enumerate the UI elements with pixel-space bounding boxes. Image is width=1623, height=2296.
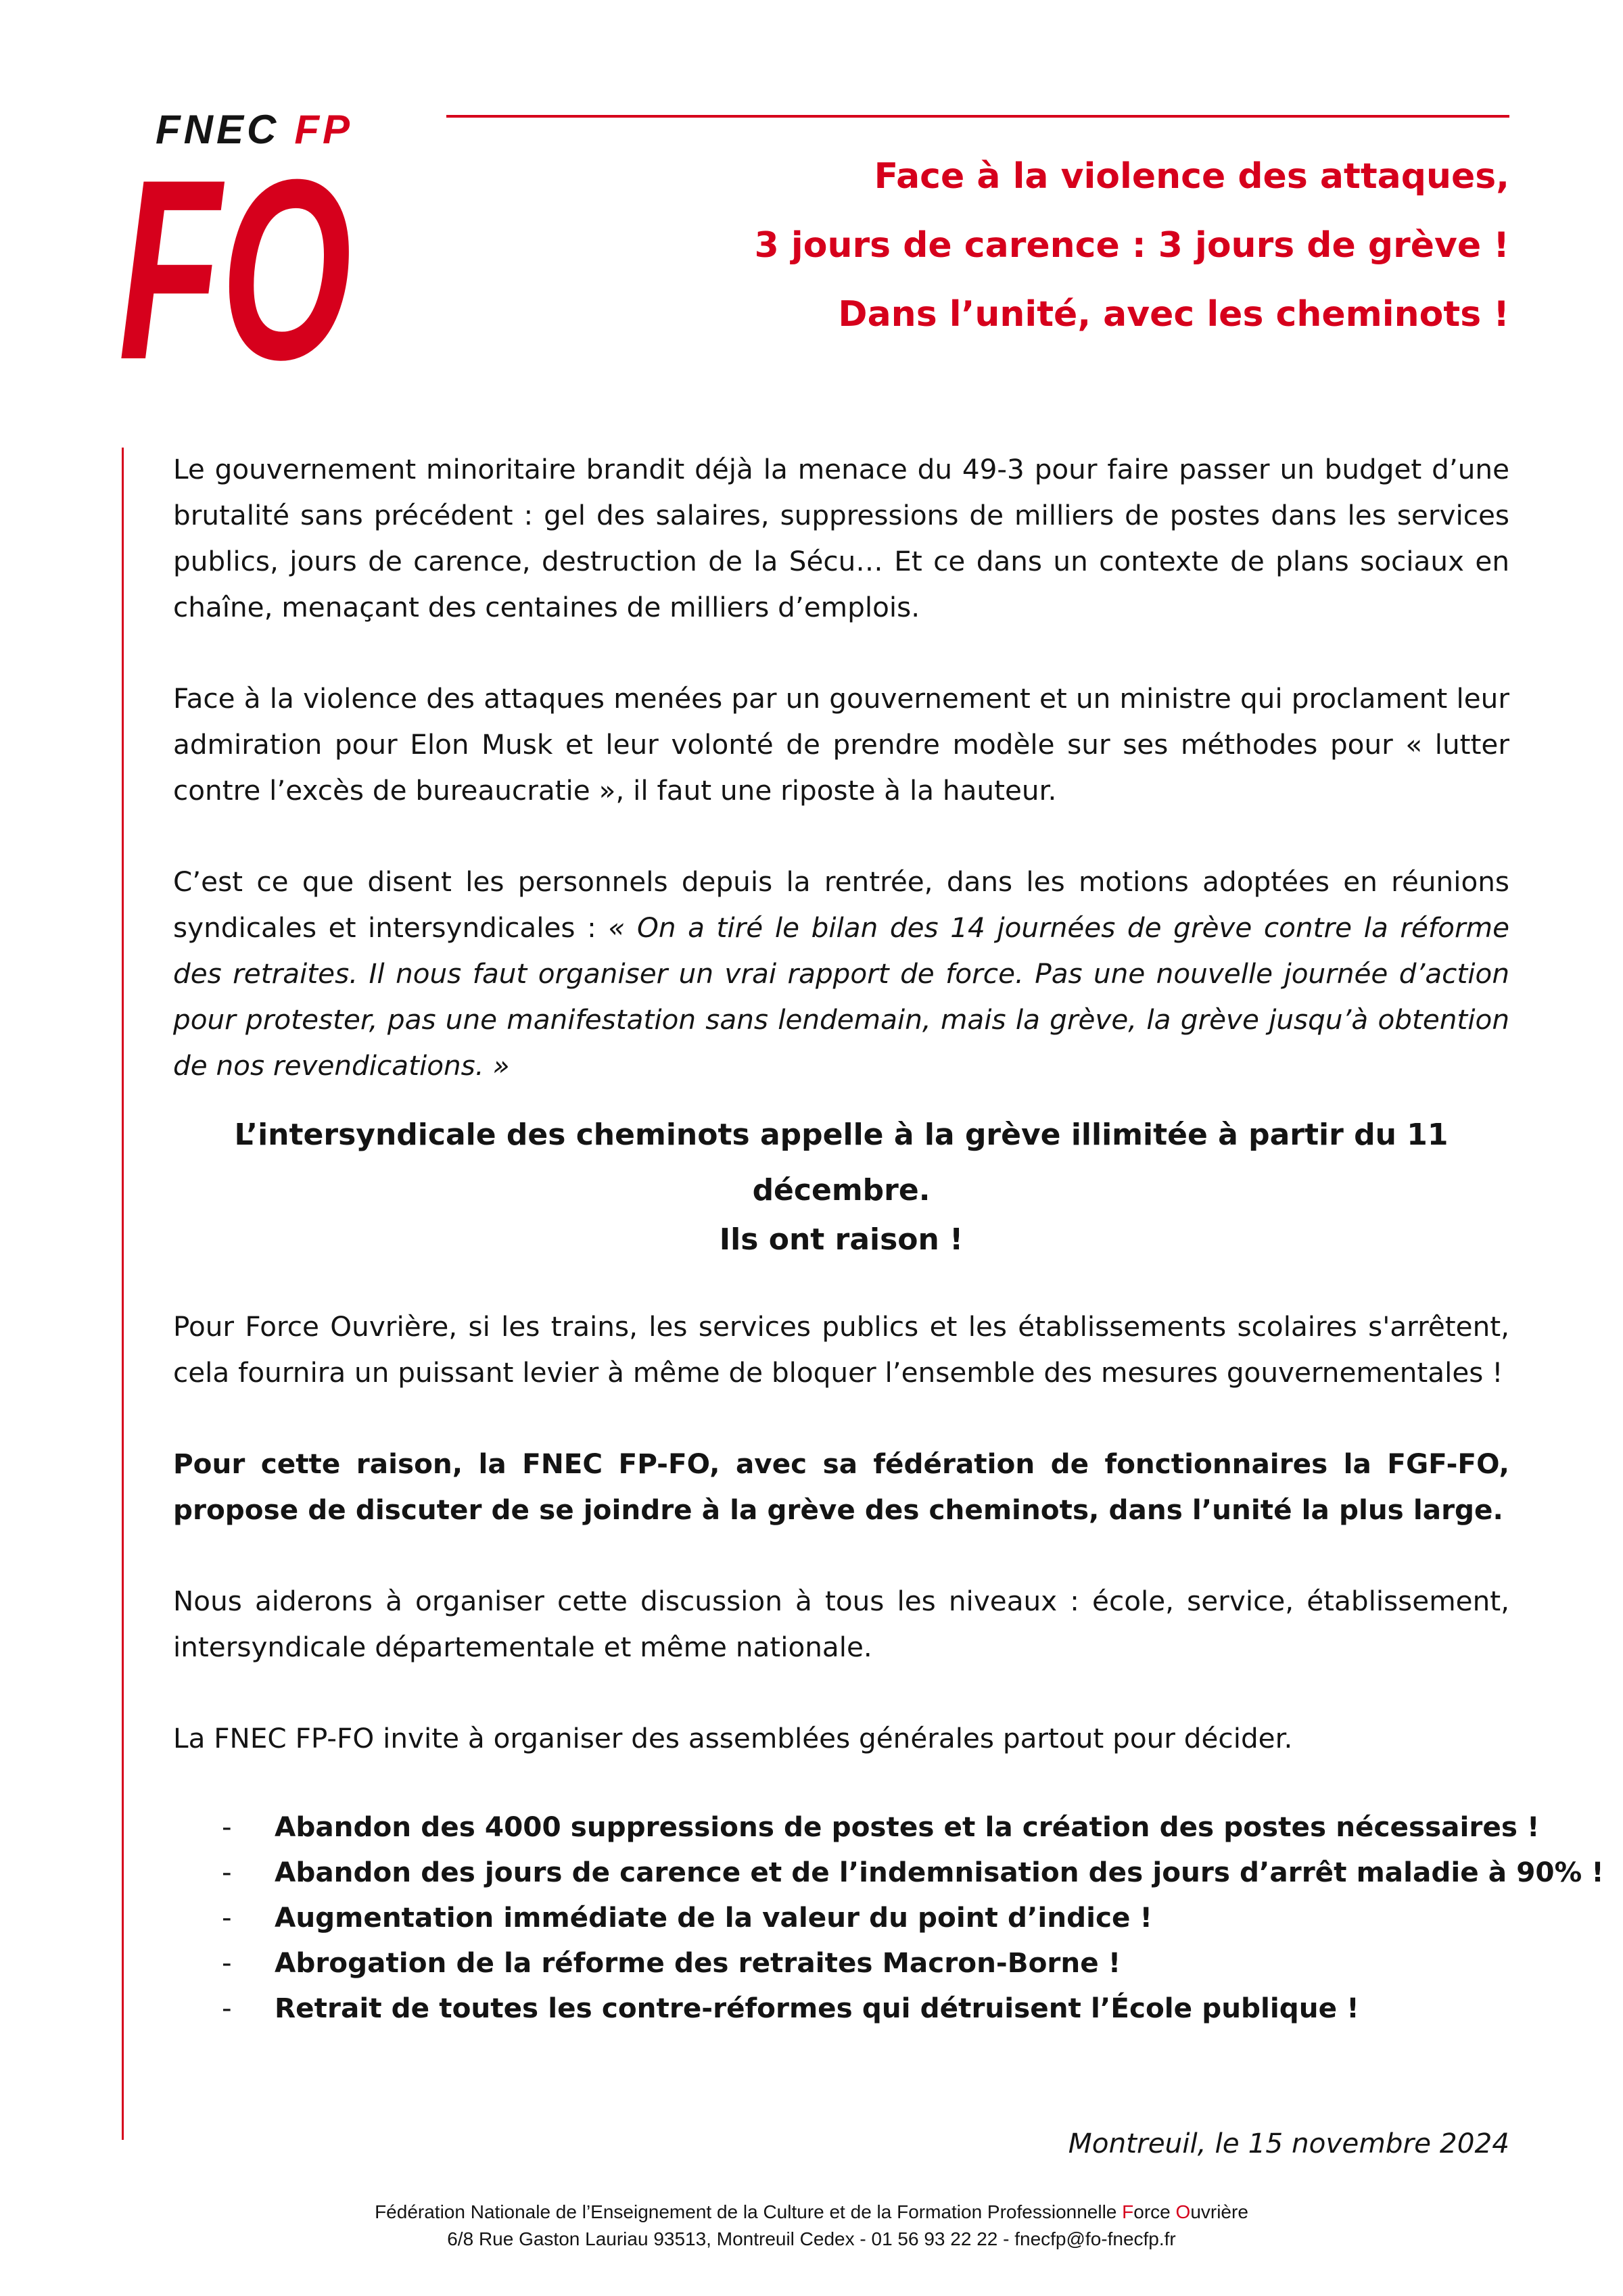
demands-list — [173, 1804, 1604, 2031]
header-rule — [446, 115, 1509, 118]
highlight-line-2: Ils ont raison ! — [719, 1222, 964, 1257]
list-item — [173, 1940, 1509, 1986]
demand-text: Abandon des 4000 suppressions de postes et la création des postes nécessaires ! — [275, 1811, 1540, 1843]
demand-text: Abandon des jours de carence et de l’indemnisation des jours d’arrêt maladie à 90% ! — [275, 1856, 1604, 1888]
signature-date: Montreuil, le 15 novembre 2024 — [1068, 2127, 1509, 2159]
list-item — [173, 1850, 1604, 1895]
footer-letter-f: F — [1122, 2201, 1134, 2222]
bullet-dash: - — [222, 1901, 232, 1934]
logo-fnec-text: FNEC — [156, 107, 280, 152]
paragraph-force-ouvriere: Pour Force Ouvrière, si les trains, les services publics et les établissements scolaires s'arrêtent, cela fournira un puissant levier à même de bloquer l’ensemble des mesures gouvernementales ! — [173, 1310, 1509, 1389]
bullet-dash: - — [222, 1946, 232, 1979]
headline-line-2: 3 jours de carence : 3 jours de grève ! — [754, 225, 1509, 266]
demand-text: Abrogation de la réforme des retraites Macron-Borne ! — [275, 1946, 1121, 1979]
list-item — [173, 1895, 1509, 1940]
motions-intro: C’est ce que disent les personnels depuis la rentrée, dans les motions adoptées en réunions syndicales et intersyndicales : — [173, 865, 1509, 944]
bullet-dash: - — [222, 1811, 232, 1843]
list-item — [173, 1986, 1509, 2031]
paragraph-motions — [173, 859, 1509, 1089]
footer — [0, 2199, 1623, 2253]
paragraph-riposte: Face à la violence des attaques menées par un gouvernement et un ministre qui proclament leur admiration pour Elon Musk et leur volonté de prendre modèle sur ses méthodes pour « lutter contre l’excès de bureaucratie », il faut une riposte à la hauteur. — [173, 682, 1509, 807]
highlight-statement — [173, 1107, 1509, 1262]
paragraph-assemblies: La FNEC FP-FO invite à organiser des assemblées générales partout pour décider. — [173, 1722, 1293, 1754]
fo-logo-mark — [118, 143, 365, 366]
highlight-line-1: L’intersyndicale des cheminots appelle à la grève illimitée à partir du 11 décembre. — [234, 1118, 1449, 1207]
footer-letter-o: O — [1175, 2201, 1191, 2222]
fnec-fp-fo-logo — [118, 108, 365, 365]
footer-address: 6/8 Rue Gaston Lauriau 93513, Montreuil Cedex - 01 56 93 22 22 - fnecfp@fo-fnecfp.fr — [447, 2228, 1176, 2249]
paragraph-budget: Le gouvernement minoritaire brandit déjà la menace du 49-3 pour faire passer un budget d’une brutalité sans précédent : gel des salaires, suppressions de milliers de postes dans les services publics, jours de carence, destruction de la Sécu… Et ce dans un contexte de plans sociaux en chaîne, menaçant des centaines de milliers d’emplois. — [173, 453, 1509, 623]
headline-line-3: Dans l’unité, avec les cheminots ! — [838, 294, 1509, 335]
logo-fp-text: FP — [294, 107, 354, 152]
list-item — [173, 1804, 1540, 1850]
footer-text: orce — [1133, 2201, 1176, 2222]
demand-text: Retrait de toutes les contre-réformes qui détruisent l’École publique ! — [275, 1992, 1359, 2024]
paragraph-discussion: Nous aiderons à organiser cette discussion à tous les niveaux : école, service, établissement, intersyndicale départementale et même nationale. — [173, 1585, 1509, 1663]
headline — [495, 142, 1509, 349]
footer-federation-name — [0, 2199, 1623, 2226]
motions-quote: « On a tiré le bilan des 14 journées de grève contre la réforme des retraites. Il nous faut organiser un vrai rapport de force. Pas une nouvelle journée d’action pour protester, pas une manifestation sans lendemain, mais la grève, la grève jusqu’à obtention de nos revendications. » — [173, 911, 1509, 1082]
paragraph-proposal: Pour cette raison, la FNEC FP-FO, avec sa fédération de fonctionnaires la FGF-FO, propose de discuter de se joindre à la grève des cheminots, dans l’unité la plus large. — [173, 1448, 1509, 1526]
margin-line — [122, 448, 124, 2140]
headline-line-1: Face à la violence des attaques, — [874, 156, 1509, 197]
demand-text: Augmentation immédiate de la valeur du point d’indice ! — [275, 1901, 1153, 1934]
document-body — [173, 446, 1604, 2166]
footer-text: Fédération Nationale de l’Enseignement de la Culture et de la Formation Professionnelle — [375, 2201, 1123, 2222]
footer-text: uvrière — [1190, 2201, 1248, 2222]
logo-fo-text: FO — [118, 143, 352, 366]
bullet-dash: - — [222, 1856, 232, 1888]
bullet-dash: - — [222, 1992, 232, 2024]
